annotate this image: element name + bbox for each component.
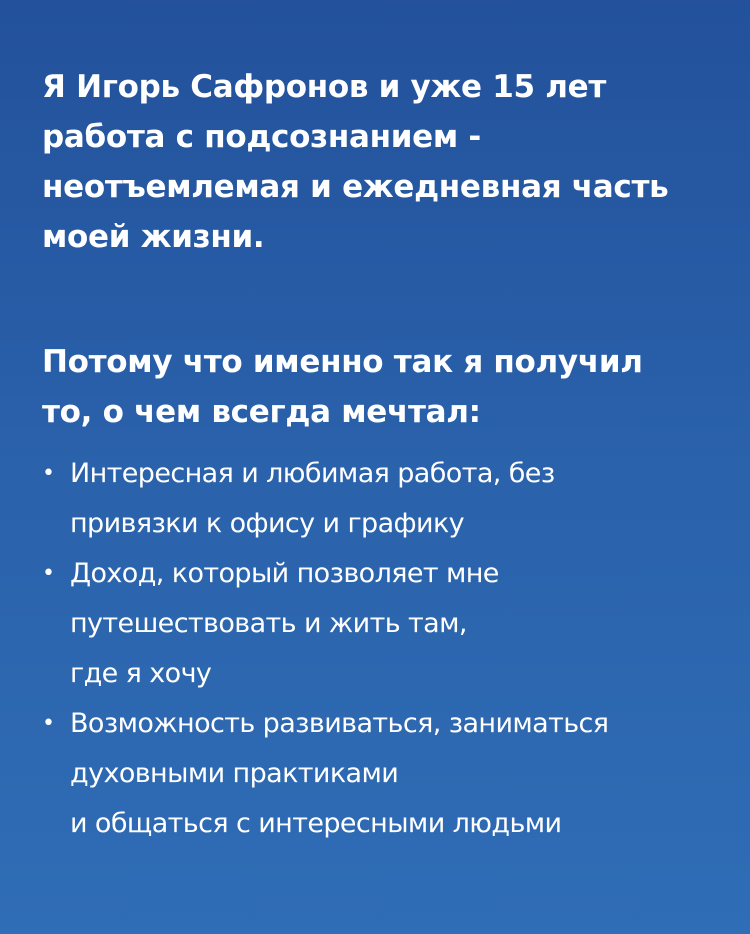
benefit-line: Интересная и любимая работа, без bbox=[70, 458, 555, 489]
intro-paragraph bbox=[42, 62, 722, 262]
content-card bbox=[42, 62, 722, 849]
list-item bbox=[42, 549, 722, 699]
benefit-line: где я хочу bbox=[70, 658, 212, 689]
bullet-icon: • bbox=[42, 711, 55, 736]
benefit-line: и общаться с интересными людьми bbox=[70, 808, 562, 839]
lead-line: Потому что именно так я получил bbox=[42, 344, 643, 380]
bullet-icon: • bbox=[42, 461, 55, 486]
bullet-icon: • bbox=[42, 561, 55, 586]
intro-line: неотъемлемая и ежедневная часть bbox=[42, 169, 669, 205]
list-item bbox=[42, 449, 722, 549]
intro-line: моей жизни. bbox=[42, 219, 265, 255]
benefit-line: путешествовать и жить там, bbox=[70, 608, 467, 639]
lead-paragraph bbox=[42, 337, 722, 437]
benefit-line: Доход, который позволяет мне bbox=[70, 558, 499, 589]
list-item bbox=[42, 699, 722, 849]
benefit-line: духовными практиками bbox=[70, 758, 399, 789]
benefit-line: привязки к офису и графику bbox=[70, 508, 465, 539]
intro-line: работа с подсознанием - bbox=[42, 119, 481, 155]
intro-line: Я Игорь Сафронов и уже 15 лет bbox=[42, 69, 607, 105]
benefits-list bbox=[42, 449, 722, 849]
lead-line: то, о чем всегда мечтал: bbox=[42, 394, 481, 430]
benefit-line: Возможность развиваться, заниматься bbox=[70, 708, 609, 739]
